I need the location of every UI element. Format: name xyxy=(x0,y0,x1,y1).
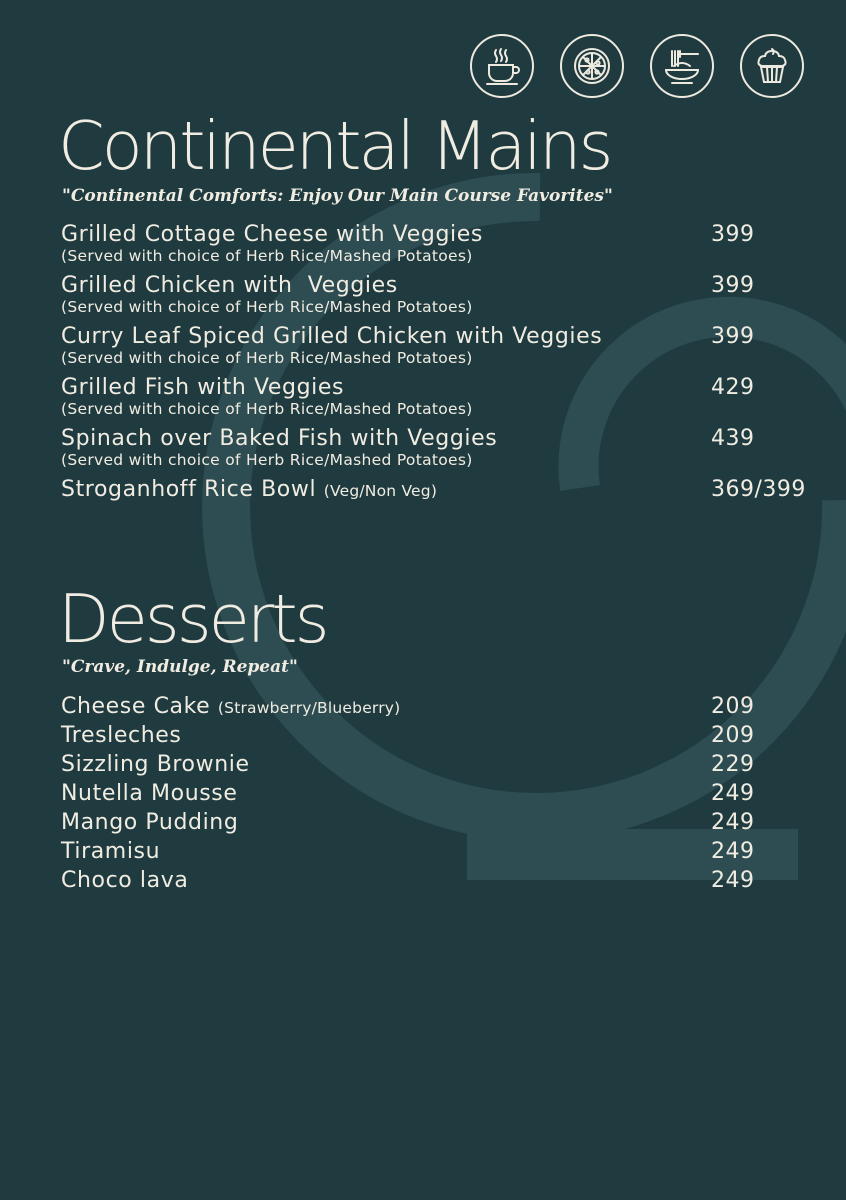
item-name: Sizzling Brownie xyxy=(61,752,250,777)
item-name-row xyxy=(61,692,821,723)
item-price: 399 xyxy=(711,324,755,349)
mains-list xyxy=(61,222,821,528)
menu-item xyxy=(61,721,821,750)
menu-item xyxy=(61,426,821,477)
desserts-list xyxy=(61,692,821,895)
item-name: Nutella Mousse xyxy=(61,781,238,806)
item-name: Grilled Cottage Cheese with Veggies xyxy=(61,222,483,247)
item-name: Spinach over Baked Fish with Veggies xyxy=(61,426,498,451)
item-note: (Strawberry/Blueberry) xyxy=(217,699,401,717)
menu-item xyxy=(61,324,821,375)
item-price: 439 xyxy=(711,426,755,451)
item-name: Tiramisu xyxy=(61,839,161,864)
item-name: Choco lava xyxy=(61,868,189,893)
item-name: Stroganhoff Rice Bowl xyxy=(61,477,317,502)
item-name: Tresleches xyxy=(61,723,182,748)
menu-item xyxy=(61,692,821,721)
item-description: (Served with choice of Herb Rice/Mashed Potatoes) xyxy=(61,247,473,265)
item-price: 249 xyxy=(711,868,755,893)
item-description: (Served with choice of Herb Rice/Mashed Potatoes) xyxy=(61,349,473,367)
item-name: Cheese Cake xyxy=(61,694,211,719)
menu-item xyxy=(61,222,821,273)
desserts-title: Desserts xyxy=(58,580,327,658)
item-name-row xyxy=(61,477,821,504)
mains-tagline: "Continental Comforts: Enjoy Our Main Course Favorites" xyxy=(62,186,613,206)
food-icons-row xyxy=(470,34,804,98)
noodle-bowl-icon xyxy=(650,34,714,98)
item-price: 209 xyxy=(711,694,755,719)
menu-item xyxy=(61,837,821,866)
item-name: Grilled Fish with Veggies xyxy=(61,375,345,400)
desserts-tagline: "Crave, Indulge, Repeat" xyxy=(62,657,298,677)
pizza-icon xyxy=(560,34,624,98)
item-price: 429 xyxy=(711,375,755,400)
menu-item xyxy=(61,866,821,895)
item-price: 249 xyxy=(711,839,755,864)
coffee-cup-icon xyxy=(470,34,534,98)
menu-item xyxy=(61,477,821,528)
item-name: Mango Pudding xyxy=(61,810,239,835)
item-price: 399 xyxy=(711,273,755,298)
menu-item xyxy=(61,808,821,837)
item-name: Grilled Chicken with Veggies xyxy=(61,273,398,298)
item-description: (Served with choice of Herb Rice/Mashed Potatoes) xyxy=(61,451,473,469)
item-price: 369/399 xyxy=(711,477,806,502)
cupcake-icon xyxy=(740,34,804,98)
item-price: 229 xyxy=(711,752,755,777)
item-price: 209 xyxy=(711,723,755,748)
item-price: 249 xyxy=(711,810,755,835)
item-description: (Served with choice of Herb Rice/Mashed Potatoes) xyxy=(61,298,473,316)
item-note: (Veg/Non Veg) xyxy=(323,482,438,500)
item-description: (Served with choice of Herb Rice/Mashed Potatoes) xyxy=(61,400,473,418)
item-price: 399 xyxy=(711,222,755,247)
item-price: 249 xyxy=(711,781,755,806)
menu-item xyxy=(61,779,821,808)
mains-title: Continental Mains xyxy=(58,107,611,185)
item-name: Curry Leaf Spiced Grilled Chicken with Veggies xyxy=(61,324,603,349)
menu-item xyxy=(61,273,821,324)
menu-item xyxy=(61,375,821,426)
menu-item xyxy=(61,750,821,779)
